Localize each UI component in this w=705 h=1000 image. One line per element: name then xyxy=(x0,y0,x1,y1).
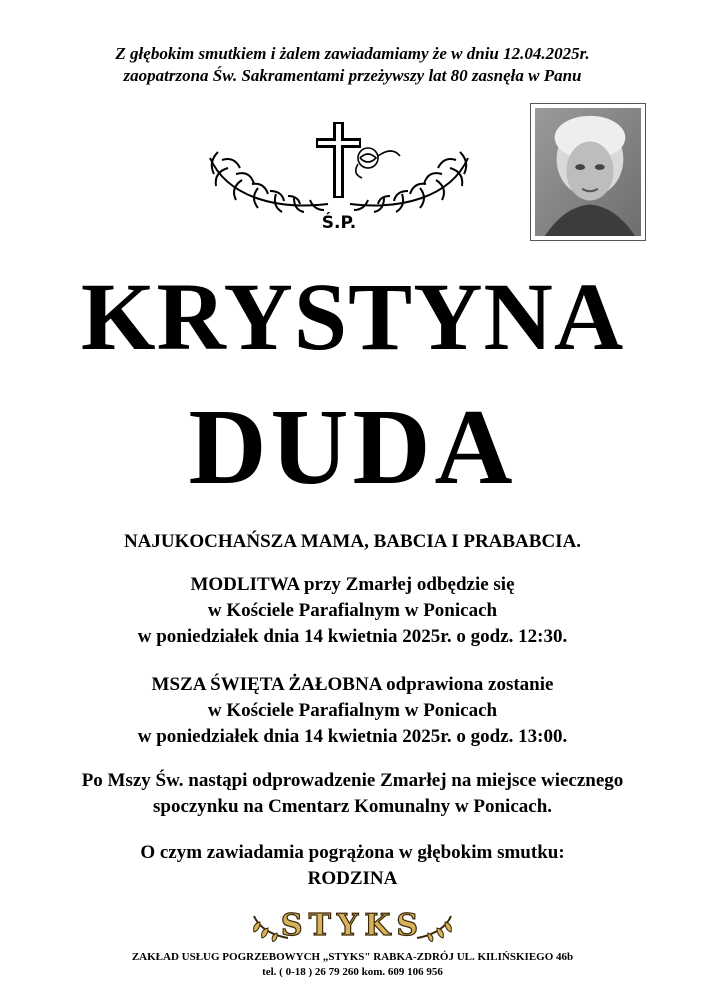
prayer-line-2: w Kościele Parafialnym w Ponicach xyxy=(207,600,498,621)
mass-line-1-rest: odprawiona zostanie xyxy=(381,674,554,695)
left-laurel-icon xyxy=(210,152,328,212)
closing-section xyxy=(0,840,705,892)
escort-line-2: spoczynku na Cmentarz Komunalny w Ponicach. xyxy=(152,796,553,817)
intro-line-1: Z głębokim smutkiem i żalem zawiadamiamy że w dniu 12.04.2025r. xyxy=(115,44,590,63)
prayer-line-3: w poniedziałek dnia 14 kwietnia 2025r. o godz. 12:30. xyxy=(137,626,568,647)
footer-phone: tel. ( 0-18 ) 26 79 260 kom. 609 106 956 xyxy=(262,966,443,978)
portrait-image xyxy=(535,108,641,236)
announcement-intro xyxy=(0,43,705,87)
rose-icon xyxy=(356,148,400,178)
prayer-line-1-rest: przy Zmarłej odbędzie się xyxy=(299,574,515,595)
closing-signature: RODZINA xyxy=(307,868,398,889)
cross-wreath-icon xyxy=(198,118,480,236)
mass-line-1 xyxy=(0,672,705,698)
footer-address: ZAKŁAD USŁUG POGRZEBOWYCH „STYKS" RABKA-ZDRÓJ UL. KILIŃSKIEGO 46b xyxy=(131,951,574,963)
prayer-section xyxy=(0,572,705,650)
escort-line-1: Po Mszy Św. nastąpi odprowadzenie Zmarłej na miejsce wiecznego xyxy=(81,770,624,791)
sp-initials: Ś.P. xyxy=(321,213,357,233)
portrait-photo xyxy=(530,103,646,241)
mass-line-2: w Kościele Parafialnym w Ponicach xyxy=(207,700,498,721)
prayer-line-1 xyxy=(0,572,705,598)
deceased-last-name: DUDA xyxy=(188,388,517,507)
funeral-home-footer xyxy=(0,950,705,980)
deceased-first-name: KRYSTYNA xyxy=(80,263,625,370)
cross-icon xyxy=(316,122,361,198)
logo-text: STYKS xyxy=(280,908,425,943)
intro-line-2: zaopatrzona Św. Sakramentami przeżywszy lat 80 zasnęła w Panu xyxy=(123,66,582,85)
family-relation: NAJUKOCHAŃSZA MAMA, BABCIA I PRABABCIA. xyxy=(123,531,582,552)
closing-line-1: O czym zawiadamia pogrążona w głębokim smutku: xyxy=(140,842,565,863)
mass-lead: MSZA ŚWIĘTA ŻAŁOBNA xyxy=(151,674,382,695)
styks-logo xyxy=(250,906,455,948)
mass-line-3: w poniedziałek dnia 14 kwietnia 2025r. o godz. 13:00. xyxy=(137,726,568,747)
mass-section xyxy=(0,672,705,750)
right-laurel-logo-icon xyxy=(415,912,455,942)
escort-section xyxy=(0,768,705,820)
prayer-lead: MODLITWA xyxy=(190,574,300,595)
